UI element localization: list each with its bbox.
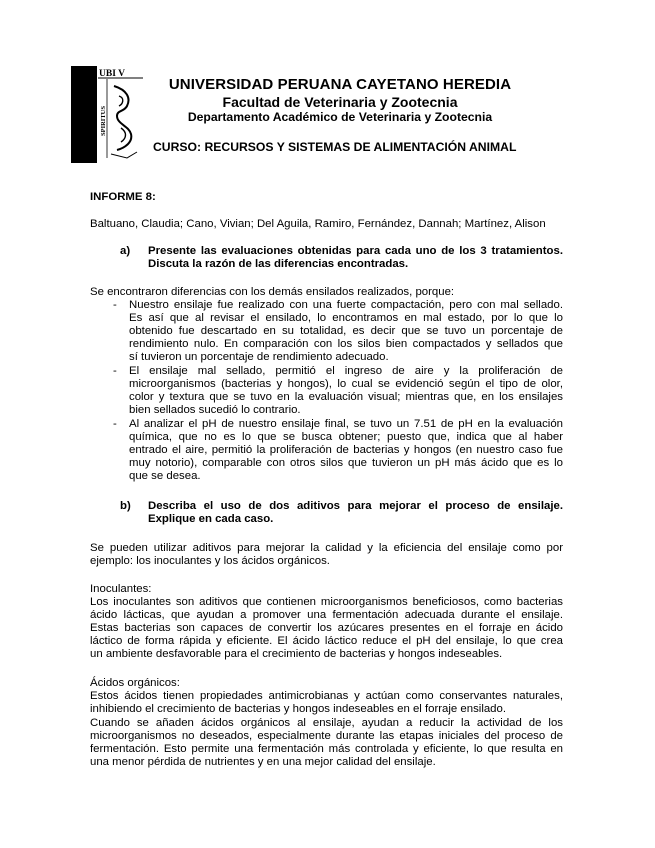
report-title: INFORME 8: bbox=[90, 191, 156, 203]
acidos-paragraph-2 bbox=[90, 717, 563, 769]
paragraph-line: ácido lácticas, que ayudan a promover una fermentación adecuada durante el ensilaje. bbox=[90, 609, 563, 622]
crest-icon bbox=[97, 66, 144, 163]
paragraph-line: un ambiente desfavorable para el crecimiento de bacterias y hongos indeseables. bbox=[90, 648, 503, 661]
bullet-line: Nuestro ensilaje fue realizado con una fuerte compactación, pero con mal sellado. bbox=[129, 299, 563, 311]
inoculantes-heading: Inoculantes: bbox=[90, 583, 152, 595]
acidos-paragraph-1 bbox=[90, 690, 563, 716]
bullet-line: microorganismos (bacterias y hongos), lo cual se evidenció según el tipo de olor, bbox=[129, 378, 563, 391]
bullet-line: entrado el aire, permitió la proliferación de bacterias y hongos (en nuestro caso fue bbox=[129, 444, 563, 457]
course-title: CURSO: RECURSOS Y SISTEMAS DE ALIMENTACIÓN ANIMAL bbox=[153, 140, 517, 154]
bullet-line: Al analizar el pH de nuestro ensilaje final, se tuvo un 7.51 de pH en la evaluación bbox=[129, 418, 563, 430]
university-name: UNIVERSIDAD PERUANA CAYETANO HEREDIA bbox=[168, 76, 512, 93]
paragraph-line: inhibiendo el crecimiento de bacterias y hongos indeseables en el forraje ensilado. bbox=[90, 703, 507, 716]
question-a-line: Discuta la razón de las diferencias encontradas. bbox=[148, 258, 409, 271]
logo-motto: SPIRITUS bbox=[100, 106, 107, 136]
paragraph-line: láctico de forma rápida y eficiente. El ácido láctico reduce el pH del ensilaje, lo que crea bbox=[90, 635, 563, 648]
question-b-text bbox=[148, 500, 563, 526]
logo-text: UBI V bbox=[99, 69, 125, 79]
faculty-name: Facultad de Veterinaria y Zootecnia bbox=[222, 94, 458, 110]
bullet-line: El ensilaje mal sellado, permitió el ingreso de aire y la proliferación de bbox=[129, 365, 563, 377]
answer-a-bullet-2 bbox=[129, 365, 563, 417]
bullet-line: color y textura que se tuvo en la evaluación visual; mientras que, en los ensilajes bbox=[129, 391, 563, 404]
question-a-marker: a) bbox=[120, 245, 131, 257]
answer-a-bullet-1 bbox=[129, 299, 563, 364]
university-logo bbox=[71, 66, 144, 163]
bullet-marker: - bbox=[113, 365, 117, 377]
bullet-marker: - bbox=[113, 299, 117, 311]
bullet-line: obtenido fue descartado en su totalidad, es decir que se tuvo un porcentaje de bbox=[129, 325, 563, 338]
department-name: Departamento Académico de Veterinaria y Zootecnia bbox=[187, 110, 493, 124]
question-b-line: Describa el uso de dos aditivos para mejorar el proceso de ensilaje. bbox=[148, 500, 563, 512]
paragraph-line: una menor pérdida de nutrientes y en una mejor calidad del ensilaje. bbox=[90, 756, 436, 769]
question-b-line: Explique en cada caso. bbox=[148, 513, 274, 526]
paragraph-line: microorganismos no deseados, especialmente durante las etapas iniciales del proceso de bbox=[90, 730, 563, 743]
bullet-marker: - bbox=[113, 418, 117, 430]
bullet-line: Es así que al revisar el ensilado, lo encontramos en mal estado, por lo que lo bbox=[129, 312, 563, 325]
bullet-line: bien sellados sucedió lo contrario. bbox=[129, 404, 301, 417]
inoculantes-paragraph bbox=[90, 596, 563, 661]
bullet-line: rendimiento nulo. En comparación con los silos bien compactados y sellados que bbox=[129, 338, 563, 351]
bullet-line: que se desea. bbox=[129, 470, 201, 483]
answer-a-bullet-3 bbox=[129, 418, 563, 483]
logo-black-bar bbox=[71, 66, 97, 163]
question-a-text bbox=[148, 245, 563, 271]
answer-a-intro: Se encontraron diferencias con los demás ensilados realizados, porque: bbox=[90, 286, 455, 298]
paragraph-line: Estos ácidos tienen propiedades antimicrobianas y actúan como conservantes naturales, bbox=[90, 690, 563, 702]
paragraph-line: Estas bacterias son capaces de convertir los azúcares presentes en el forraje en ácido bbox=[90, 622, 563, 635]
bullet-line: sí tuvieron un porcentaje de rendimiento adecuado. bbox=[129, 351, 389, 364]
acidos-heading: Ácidos orgánicos: bbox=[90, 677, 180, 689]
paragraph-line: Los inoculantes son aditivos que contienen microorganismos beneficiosos, como bacterias bbox=[90, 596, 563, 608]
answer-b-intro bbox=[90, 542, 563, 568]
paragraph-line: fermentación. Esto permite una fermentación más controlada y eficiente, lo que resulta en bbox=[90, 743, 563, 756]
paragraph-line: Se pueden utilizar aditivos para mejorar la calidad y la eficiencia del ensilaje como por bbox=[90, 542, 563, 554]
bullet-line: química, que no es lo que se busca obtener; puesto que, indica que al haber bbox=[129, 431, 563, 444]
paragraph-line: Cuando se añaden ácidos orgánicos al ensilaje, ayudan a reducir la actividad de los bbox=[90, 717, 563, 729]
question-b-marker: b) bbox=[120, 500, 131, 512]
bullet-line: muy notorio), comparable con otros silos que tuvieron un pH más ácido que es lo bbox=[129, 457, 563, 470]
authors: Baltuano, Claudia; Cano, Vivian; Del Aguila, Ramiro, Fernández, Dannah; Martínez, Alison bbox=[90, 218, 546, 230]
question-a-line: Presente las evaluaciones obtenidas para cada uno de los 3 tratamientos. bbox=[148, 245, 563, 257]
paragraph-line: ejemplo: los inoculantes y los ácidos orgánicos. bbox=[90, 555, 330, 568]
